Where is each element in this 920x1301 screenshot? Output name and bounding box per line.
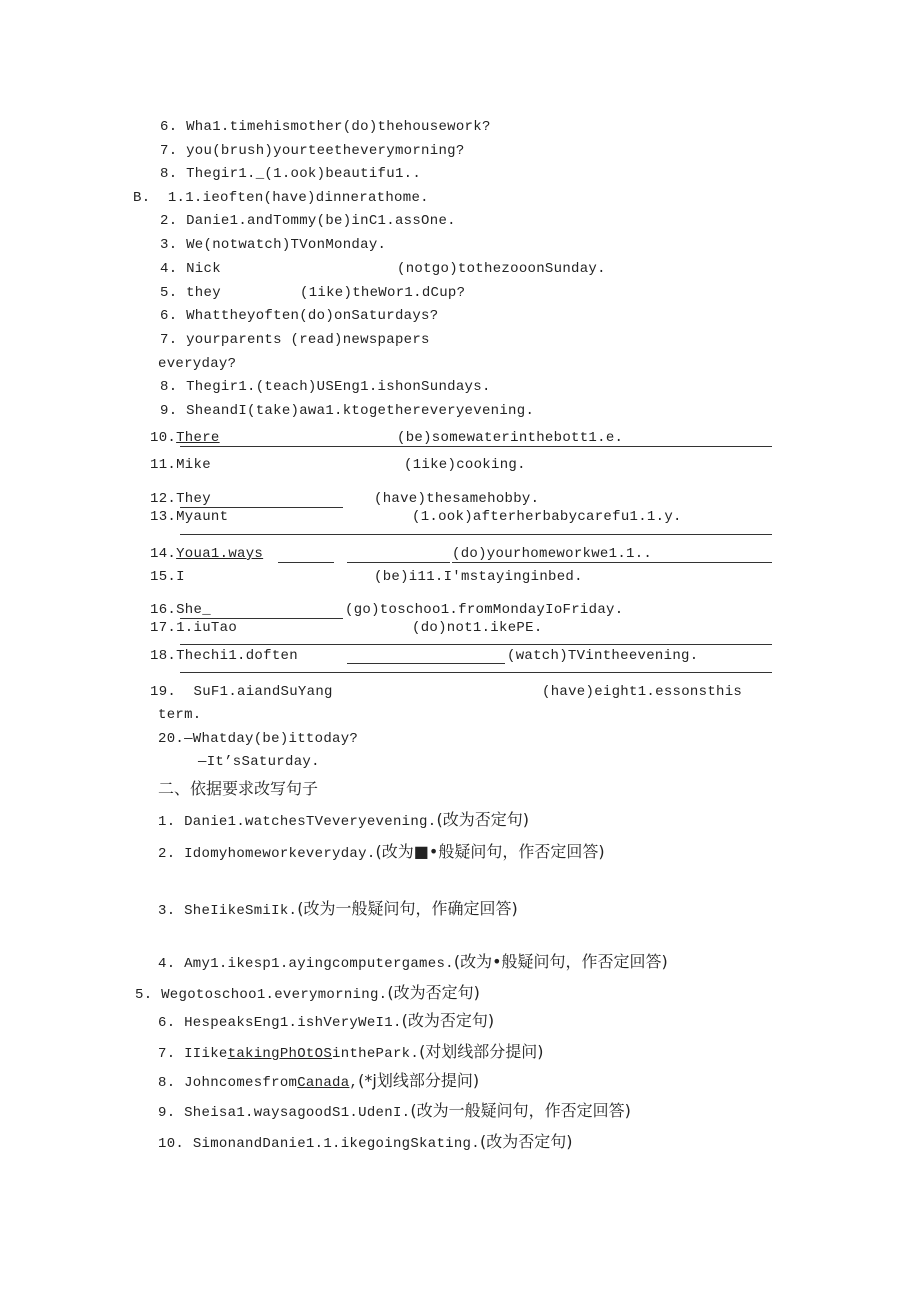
exercise-item	[150, 429, 220, 447]
exercise-item	[160, 378, 491, 396]
item-text: Sheisa1.waysagoodS1.UdenI.	[184, 1105, 411, 1121]
item-number: 3.	[160, 237, 178, 253]
exercise-item	[160, 402, 534, 420]
exercise-item	[160, 331, 430, 349]
item-instruction: (改为一般疑问句，作确定回答)	[297, 899, 518, 918]
item-text: inthePark.	[332, 1046, 420, 1062]
item-number: 1.	[158, 814, 176, 830]
item-subject: Thechi1.doften	[176, 648, 298, 664]
item-text: Amy1.ikesp1.ayingcomputergames.	[184, 956, 454, 972]
exercise-item	[150, 490, 211, 508]
item-subject: Nick	[186, 261, 221, 277]
item-text: you(brush)yourteetheverymorning?	[186, 143, 465, 159]
answer-blank[interactable]	[180, 644, 772, 645]
exercise-item	[160, 142, 465, 160]
answer-blank[interactable]	[347, 562, 450, 563]
item-instruction: (改为•般疑问句，作否定回答)	[453, 952, 668, 971]
item-text: Danie1.watchesTVeveryevening.	[184, 814, 437, 830]
item-subject: SuF1.aiandSuYang	[193, 684, 333, 700]
exercise-item	[160, 212, 456, 230]
item-number: 5.	[160, 285, 178, 301]
answer-blank[interactable]	[278, 562, 334, 563]
underlined-phrase: takingPhOtOS	[227, 1046, 333, 1062]
item-number: 2.	[160, 213, 178, 229]
rewrite-item	[158, 900, 518, 920]
rewrite-item	[158, 1102, 631, 1122]
item-number: 19.	[150, 684, 177, 700]
item-text: (have)thesamehobby.	[374, 491, 540, 507]
rewrite-item	[158, 1133, 572, 1153]
item-number: 8.	[160, 166, 178, 182]
item-instruction: (改为否定句)	[401, 1011, 495, 1030]
item-number: 13.	[150, 509, 177, 525]
rewrite-item	[158, 953, 668, 973]
item-text: SheandI(take)awa1.ktogethereveryevening.	[186, 403, 535, 419]
item-number: 1.	[167, 190, 186, 206]
rewrite-item	[158, 1072, 479, 1092]
answer-blank[interactable]	[180, 534, 772, 535]
item-number: 5.	[135, 987, 153, 1003]
item-text: ,	[349, 1075, 359, 1091]
item-number: 15.	[150, 569, 177, 585]
exercise-item	[150, 647, 298, 665]
item-subject: I	[176, 569, 185, 585]
item-text: (1.ook)afterherbabycarefu1.1.y.	[412, 509, 682, 525]
rewrite-item	[158, 1012, 494, 1032]
item-text: (1ike)theWor1.dCup?	[300, 285, 466, 301]
item-instruction: (对划线部分提问)	[419, 1042, 544, 1061]
answer-line	[452, 562, 772, 563]
item-subject: There	[176, 430, 220, 446]
item-number: 9.	[160, 403, 178, 419]
item-number: 6.	[160, 119, 178, 135]
exercise-item	[150, 601, 211, 619]
item-number: 3.	[158, 903, 176, 919]
item-text: HespeaksEng1.ishVeryWeI1.	[184, 1015, 402, 1031]
answer-blank[interactable]	[180, 446, 772, 447]
item-text: (notgo)tothezooonSunday.	[397, 261, 606, 277]
item-text: IIike	[184, 1046, 228, 1062]
item-number: 18.	[150, 648, 177, 664]
exercise-item	[160, 118, 491, 136]
item-text: yourparents (read)newspapers	[186, 332, 430, 348]
item-text: (be)i11.I'mstayinginbed.	[374, 569, 583, 585]
rewrite-item	[158, 811, 529, 831]
item-number: 7.	[160, 143, 178, 159]
item-number: 17.	[150, 620, 177, 636]
item-number: 4.	[158, 956, 176, 972]
item-subject: Mike	[176, 457, 211, 473]
item-number: 12.	[150, 491, 177, 507]
item-text: Thegir1._(1.ook)beautifu1..	[186, 166, 422, 182]
item-text: (1ike)cooking.	[404, 457, 526, 473]
item-number: 9.	[158, 1105, 176, 1121]
item-instruction: (改为一般疑问句，作否定回答)	[410, 1101, 631, 1120]
item-subject: Youa1.ways	[176, 546, 264, 562]
item-number: 7.	[160, 332, 178, 348]
item-text: (be)somewaterinthebott1.e.	[397, 430, 624, 446]
item-number: 2.	[158, 846, 176, 862]
rewrite-item	[158, 1043, 544, 1063]
item-number: 10.	[150, 430, 177, 446]
rewrite-item	[135, 984, 480, 1004]
underlined-phrase: Canada	[297, 1075, 350, 1091]
item-instruction: (改为否定句)	[436, 810, 529, 829]
item-subject: 1.iuTao	[176, 620, 238, 636]
item-text: (have)eight1.essonsthis	[542, 684, 743, 700]
rewrite-item	[158, 843, 605, 863]
exercise-item	[150, 683, 333, 701]
item-number: 14.	[150, 546, 177, 562]
item-number: 4.	[160, 261, 178, 277]
item-instruction: (改为■•般疑问句，作否定回答)	[375, 842, 605, 861]
item-number: 6.	[160, 308, 178, 324]
exercise-item	[160, 236, 386, 254]
exercise-item	[160, 307, 438, 325]
exercise-item	[160, 165, 421, 183]
item-text: Johncomesfrom	[184, 1075, 298, 1091]
exercise-item	[150, 545, 263, 563]
item-number: 10.	[158, 1136, 185, 1152]
exercise-item	[133, 189, 429, 207]
item-text: SheIikeSmiIk.	[184, 903, 298, 919]
item-number: 20.	[158, 731, 185, 747]
item-number: 6.	[158, 1015, 176, 1031]
exercise-item	[150, 456, 211, 474]
item-subject: Myaunt	[176, 509, 229, 525]
exercise-item	[150, 619, 237, 637]
item-text: We(notwatch)TVonMonday.	[186, 237, 387, 253]
item-number: 8.	[158, 1075, 176, 1091]
item-subject: She_	[176, 602, 211, 618]
item-continuation: term.	[158, 707, 202, 723]
exercise-item	[160, 260, 221, 278]
item-text: 1.ieoften(have)dinnerathome.	[185, 190, 429, 206]
exercise-item	[158, 730, 358, 748]
item-instruction: (*j划线部分提问)	[358, 1071, 480, 1090]
item-instruction: (改为否定句)	[387, 983, 480, 1002]
item-text: (do)yourhomeworkwe1.1..	[452, 546, 653, 562]
item-subject: they	[186, 285, 221, 301]
item-continuation: everyday?	[158, 356, 237, 372]
section-heading: 二、依据要求改写句子	[158, 779, 319, 798]
item-text: Wegotoschoo1.everymorning.	[161, 987, 388, 1003]
item-text: Whattheyoften(do)onSaturdays?	[186, 308, 439, 324]
item-continuation: —It’sSaturday.	[198, 754, 320, 770]
item-text: Danie1.andTommy(be)inC1.assOne.	[186, 213, 456, 229]
item-text: Wha1.timehismother(do)thehousework?	[186, 119, 491, 135]
section-label: B.	[133, 190, 151, 206]
exercise-item	[150, 568, 185, 586]
answer-line	[180, 672, 772, 673]
exercise-item	[160, 284, 221, 302]
item-number: 11.	[150, 457, 177, 473]
item-text: —Whatday(be)ittoday?	[184, 731, 359, 747]
item-text: Idomyhomeworkeveryday.	[184, 846, 376, 862]
item-subject: They	[176, 491, 211, 507]
item-number: 16.	[150, 602, 177, 618]
item-text: Thegir1.(teach)USEng1.ishonSundays.	[186, 379, 491, 395]
item-text: (go)toschoo1.fromMondayIoFriday.	[345, 602, 624, 618]
item-text: (watch)TVintheevening.	[507, 648, 699, 664]
item-text: (do)not1.ikePE.	[412, 620, 543, 636]
answer-blank[interactable]	[347, 663, 505, 664]
item-instruction: (改为否定句)	[479, 1132, 573, 1151]
exercise-item	[150, 508, 228, 526]
item-number: 8.	[160, 379, 178, 395]
item-number: 7.	[158, 1046, 176, 1062]
item-text: SimonandDanie1.1.ikegoingSkating.	[192, 1136, 480, 1152]
